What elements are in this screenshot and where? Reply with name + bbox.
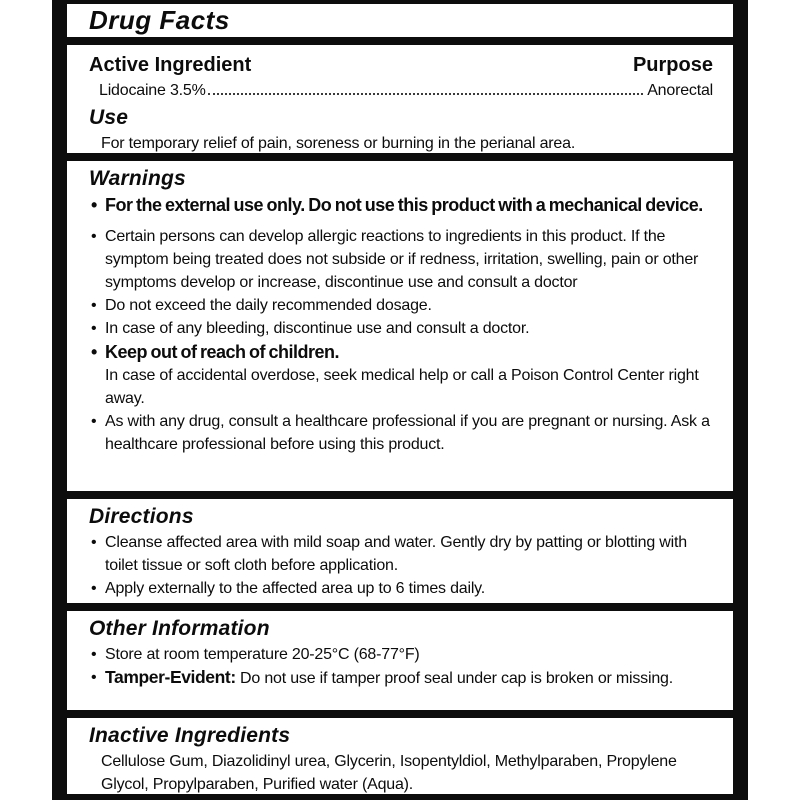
section-active-ingredient xyxy=(67,45,733,153)
dotted-leader xyxy=(208,93,644,95)
other-bullet-tamper-evident xyxy=(89,666,713,690)
use-heading: Use xyxy=(89,106,129,129)
directions-heading: Directions xyxy=(89,505,194,528)
warning-bullet-children: • Keep out of reach of children. xyxy=(89,340,713,364)
warning-bullet-bleeding: • In case of any bleeding, discontinue use and consult a doctor. xyxy=(89,317,713,340)
section-directions xyxy=(67,499,733,603)
other-information-heading: Other Information xyxy=(89,617,270,640)
ingredient-row xyxy=(89,79,713,102)
warning-bullet-external-use: • For the external use only. Do not use this product with a mechanical device. xyxy=(89,193,713,217)
warnings-heading: Warnings xyxy=(89,167,186,190)
active-ingredient-heading: Active Ingredient xyxy=(89,54,252,76)
active-ingredient-header-row xyxy=(89,54,713,77)
section-title xyxy=(67,4,733,37)
direction-bullet-cleanse: • Cleanse affected area with mild soap and water. Gently dry by patting or blotting with toilet tissue or soft cloth before application. xyxy=(89,531,713,577)
section-inactive-ingredients xyxy=(67,718,733,794)
ingredient-name: Lidocaine 3.5% xyxy=(99,82,206,99)
label-frame xyxy=(52,0,748,800)
purpose-value: Anorectal xyxy=(647,82,713,99)
use-text: For temporary relief of pain, soreness or burning in the perianal area. xyxy=(101,135,576,152)
tamper-evident-text: Do not use if tamper proof seal under cap is broken or missing. xyxy=(235,670,673,687)
warning-bullet-dosage: • Do not exceed the daily recommended dosage. xyxy=(89,294,713,317)
warning-bullet-allergic: • Certain persons can develop allergic reactions to ingredients in this product. If the symptom being treated does not subside or if redness, irritation, swelling, pain or other symptoms develop or increase, discontinue use and consult a doctor xyxy=(89,225,713,294)
section-warnings xyxy=(67,161,733,491)
warning-bullet-pregnant: • As with any drug, consult a healthcare professional if you are pregnant or nursing. Ask a healthcare professional before using this product. xyxy=(89,410,713,456)
other-bullet-storage: • Store at room temperature 20-25°C (68-77°F) xyxy=(89,643,713,666)
tamper-evident-label: Tamper-Evident: xyxy=(105,667,236,687)
purpose-heading: Purpose xyxy=(632,54,713,76)
direction-bullet-apply: • Apply externally to the affected area up to 6 times daily. xyxy=(89,577,713,600)
warning-children-continuation: In case of accidental overdose, seek medical help or call a Poison Control Center right away. xyxy=(105,367,699,407)
drug-facts-title: Drug Facts xyxy=(89,5,230,35)
inactive-ingredients-text: Cellulose Gum, Diazolidinyl urea, Glycerin, Isopentyldiol, Methylparaben, Propylene Glycol, Propylparaben, Purified water (Aqua). xyxy=(101,753,677,793)
section-other-information xyxy=(67,611,733,710)
inactive-ingredients-heading: Inactive Ingredients xyxy=(89,724,291,747)
